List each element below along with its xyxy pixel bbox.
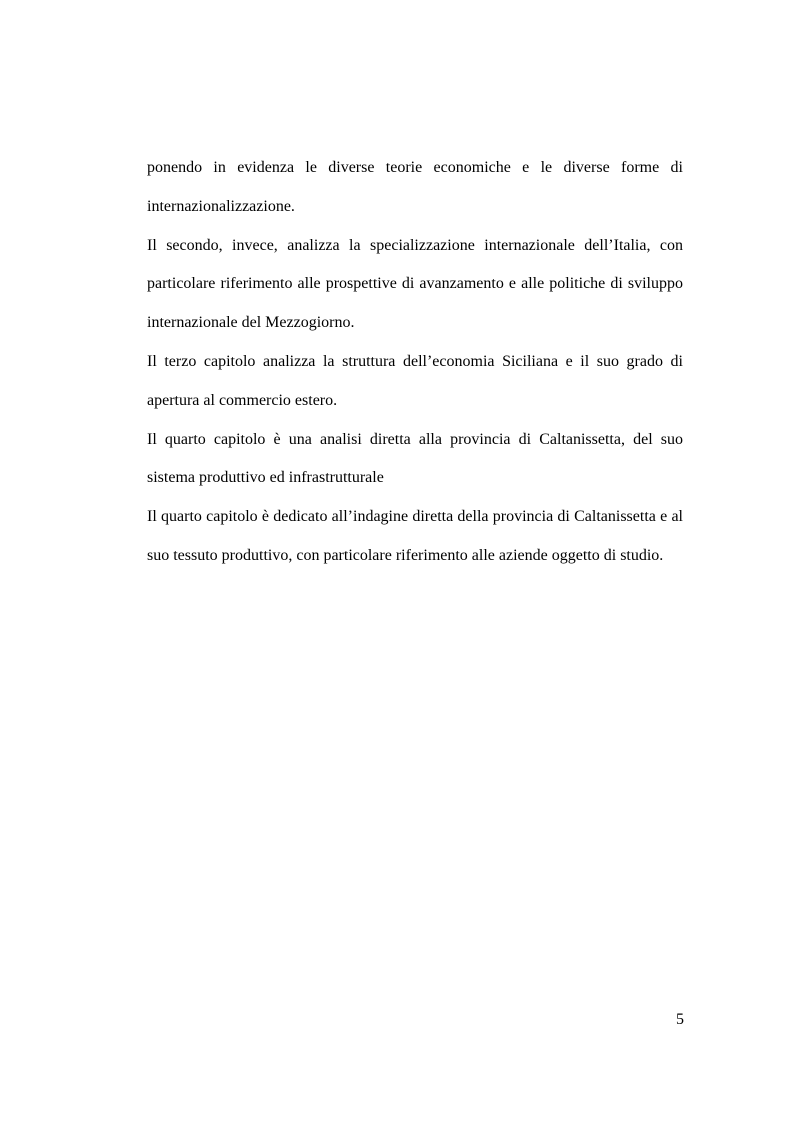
page-number: 5 bbox=[676, 1011, 684, 1028]
paragraph-italy-specialization: Il secondo, invece, analizza la specializzazione internazionale dell’Italia, con particolare riferimento alle prospettive di avanzamento e alle politiche di sviluppo internazionale del Mezzogiorno. bbox=[147, 236, 683, 332]
paragraph-caltanissetta-analysis: Il quarto capitolo è una analisi diretta alla provincia di Caltanissetta, del suo sistema produttivo ed infrastrutturale bbox=[147, 430, 683, 487]
paragraph-sicilian-economy: Il terzo capitolo analizza la struttura dell’economia Siciliana e il suo grado di apertura al commercio estero. bbox=[147, 352, 683, 409]
body-text bbox=[147, 149, 683, 576]
paragraph-caltanissetta-survey: Il quarto capitolo è dedicato all’indagine diretta della provincia di Caltanissetta e al suo tessuto produttivo, con particolare riferimento alle aziende oggetto di studio. bbox=[147, 508, 683, 564]
paragraph-theories: ponendo in evidenza le diverse teorie economiche e le diverse forme di internazionalizzazione. bbox=[147, 159, 683, 215]
